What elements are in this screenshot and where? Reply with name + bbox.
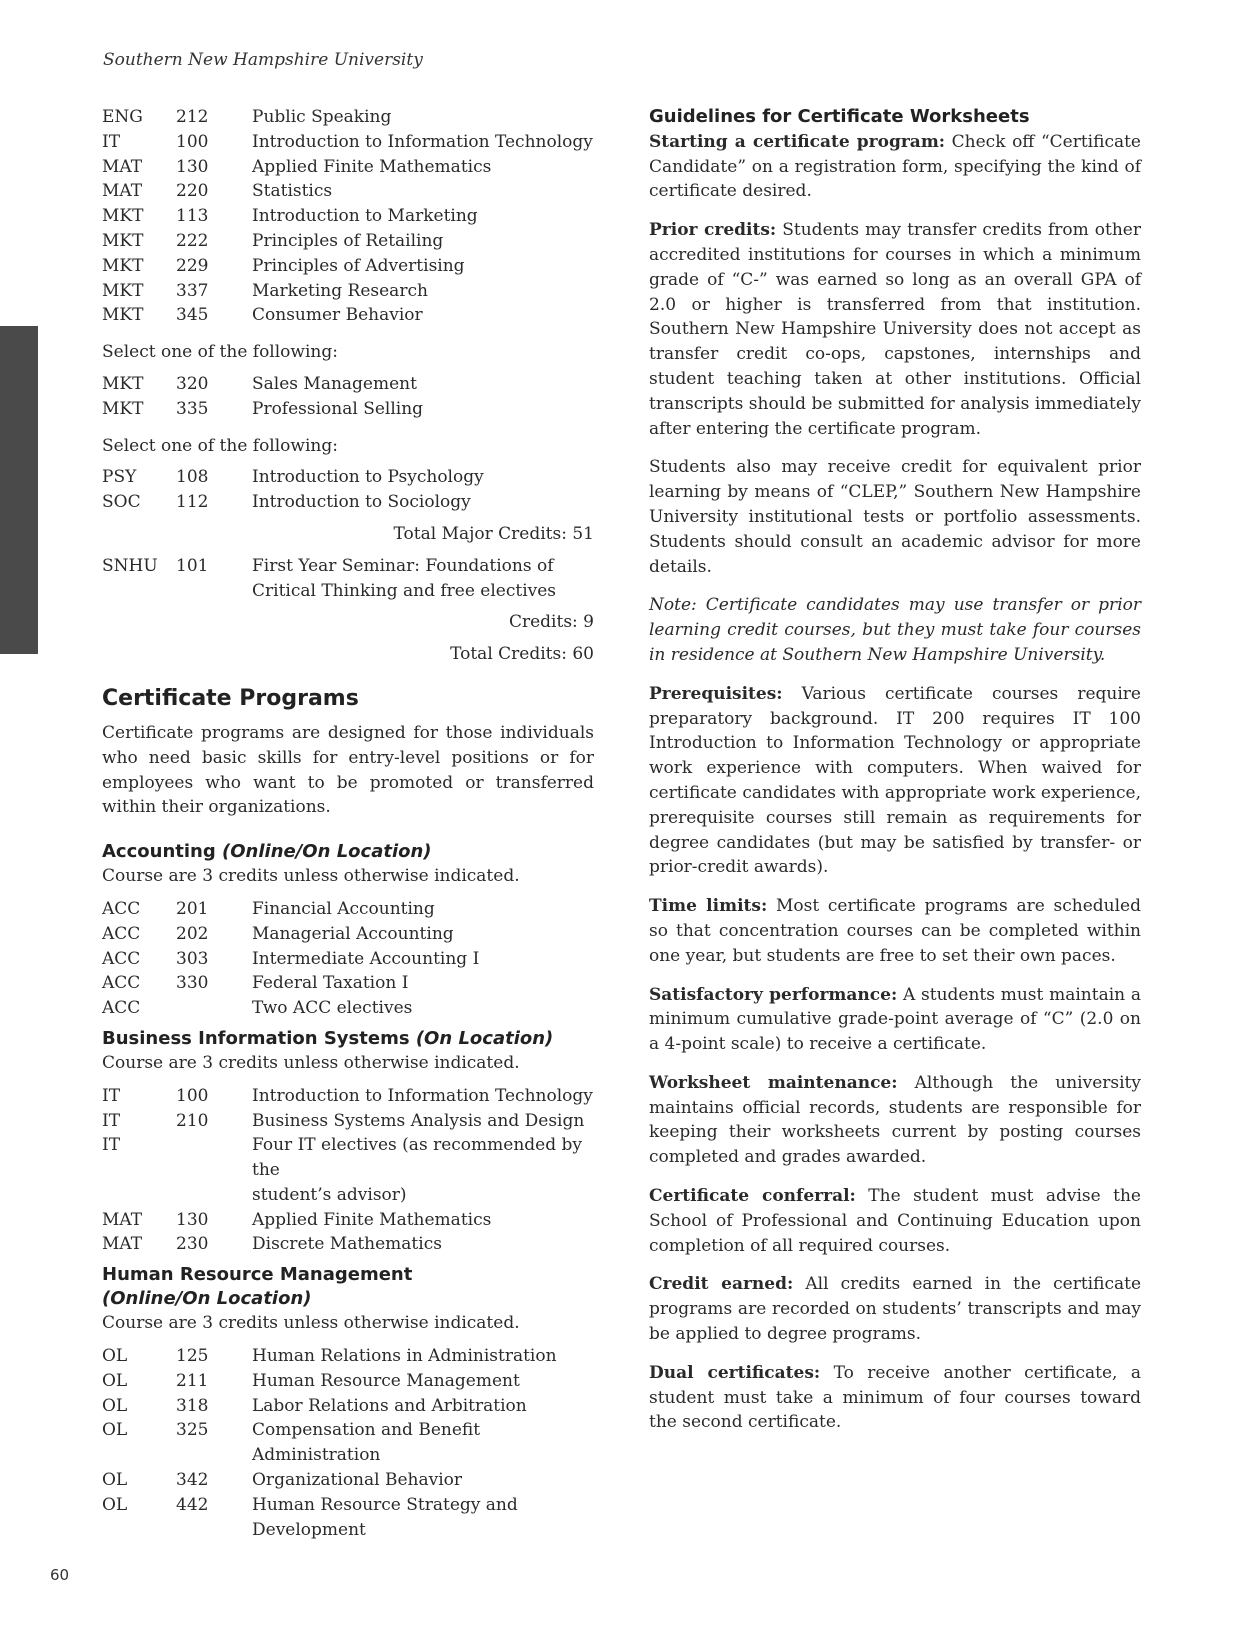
course-title: Managerial Accounting [252,923,454,944]
course-num: 202 [176,923,209,944]
course-row [102,897,594,922]
course-dept: SOC [102,492,141,513]
course-dept: ACC [102,973,141,994]
total-credits-line: Total Credits: 60 [450,644,594,665]
guideline-text: All credits earned in the certificate programs are recorded on students’ transcripts and may be applied to degree programs. [649,1274,1141,1345]
course-dept: ACC [102,898,141,919]
course-row [102,554,594,604]
course-title [252,1418,594,1468]
course-num: 211 [176,1370,209,1391]
course-row [102,1133,594,1207]
course-dept: MKT [102,230,144,251]
course-row [102,372,594,397]
course-title-line: Four IT electives (as recommended by the [252,1135,582,1181]
course-num [176,996,252,1021]
course-title: Introduction to Marketing [252,206,478,227]
course-row [102,971,594,996]
course-num: 442 [176,1494,209,1515]
course-dept: OL [102,1470,128,1491]
course-num: 335 [176,398,209,419]
guideline-dual-certificates [649,1361,1141,1435]
course-row [102,397,594,422]
guideline-text: Most certificate programs are scheduled so that concentration courses can be completed within one year, but students are free to set their own paces. [649,896,1141,966]
course-title-line: Compensation and Benefit [252,1420,481,1441]
course-num: 320 [176,373,209,394]
guidelines-heading: Guidelines for Certificate Worksheets [649,106,1030,127]
accounting-heading [102,840,594,864]
course-dept: ACC [102,923,141,944]
course-title-line: Administration [252,1445,381,1466]
course-title: Applied Finite Mathematics [252,1209,492,1230]
credits-note: Course are 3 credits unless otherwise indicated. [102,1052,520,1073]
course-num: 113 [176,206,209,227]
guideline-prior-learning [649,455,1141,579]
course-row [102,105,594,130]
course-dept: ACC [102,998,141,1019]
course-row [102,922,594,947]
guideline-residence-note [649,593,1141,667]
course-row [102,179,594,204]
course-title-line: Human Resource Strategy and [252,1494,518,1515]
course-row [102,1468,594,1493]
course-num: 112 [176,492,209,513]
course-row [102,1344,594,1369]
course-dept: OL [102,1346,128,1367]
credits-line: Credits: 9 [508,612,594,633]
guideline-label: Prior credits: [649,220,777,241]
course-num: 101 [176,555,209,576]
course-dept: ACC [102,948,141,969]
guideline-text: Students may transfer credits from other accredited institutions for courses in which a minimum grade of “C-” was earned so long as an overall GPA of 2.0 or higher is transferred from that institution. Southern New Hampshire University does not accept as transfer credit co-ops, capstones, internships and student teaching taken at other institutions. Official transcripts should be submitted for analysis immediately after entering the certificate program. [649,220,1141,439]
course-title: Applied Finite Mathematics [252,156,492,177]
course-dept: IT [102,1085,121,1106]
bis-heading [102,1027,594,1051]
course-num: 201 [176,898,209,919]
guideline-certificate-conferral [649,1184,1141,1258]
course-title: Financial Accounting [252,898,435,919]
credits-note: Course are 3 credits unless otherwise indicated. [102,1313,520,1334]
course-row [102,947,594,972]
select-one-note: Select one of the following: [102,342,338,363]
course-num: 303 [176,948,209,969]
course-title: Federal Taxation I [252,973,409,994]
course-num: 222 [176,230,209,251]
course-row [102,1208,594,1233]
course-title: Introduction to Information Technology [252,131,593,152]
course-row [102,465,594,490]
certificate-programs-heading: Certificate Programs [102,685,359,711]
course-num: 318 [176,1395,209,1416]
course-title: Human Resource Management [252,1370,520,1391]
running-head: Southern New Hampshire University [103,50,423,70]
course-row [102,1232,594,1257]
course-num: 229 [176,255,209,276]
course-title-line: Critical Thinking and free electives [252,580,557,601]
course-title: Human Relations in Administration [252,1346,557,1367]
course-dept: IT [102,1135,121,1156]
guideline-label: Credit earned: [649,1274,794,1295]
course-title [252,1133,594,1207]
course-num: 100 [176,131,209,152]
course-row [102,1418,594,1468]
course-num: 325 [176,1420,209,1441]
course-row [102,1369,594,1394]
course-dept: MKT [102,398,144,419]
course-num: 100 [176,1085,209,1106]
course-title: Statistics [252,181,333,202]
program-qualifier: (On Location) [415,1027,554,1049]
right-column [649,105,1141,1449]
course-dept: MAT [102,1209,143,1230]
course-row [102,1493,594,1543]
course-row [102,254,594,279]
guideline-text: Various certificate courses require preparatory background. IT 200 requires IT 100 Introduction to Information Technology or appropriate work experience with computers. When waived for certificate candidates with appropriate work experience, prerequisite courses still remain as requirements for degree candidates (but may be satisfied by transfer- or prior-credit awards). [649,683,1141,878]
course-row [102,1084,594,1109]
guideline-starting [649,130,1141,204]
course-title: Introduction to Information Technology [252,1085,593,1106]
guideline-text: To receive another certificate, a student must take a minimum of four courses toward the second certificate. [649,1362,1141,1433]
course-dept: IT [102,131,121,152]
course-num: 330 [176,973,209,994]
course-num: 130 [176,1209,209,1230]
course-dept: MKT [102,255,144,276]
guideline-credit-earned [649,1272,1141,1346]
course-title: Two ACC electives [252,998,413,1019]
guideline-text: Note: Certificate candidates may use transfer or prior learning credit courses, but they must take four courses in residence at Southern New Hampshire University. [649,595,1141,665]
course-dept: MAT [102,156,143,177]
course-row [102,155,594,180]
course-title [252,554,594,604]
guideline-text: A students must maintain a minimum cumulative grade-point average of “C” (2.0 on a 4-point scale) to receive a certificate. [649,984,1141,1055]
course-dept: IT [102,1110,121,1131]
guideline-satisfactory-performance [649,983,1141,1057]
guideline-label: Certificate conferral: [649,1186,856,1207]
credits-note: Course are 3 credits unless otherwise indicated. [102,866,520,887]
course-title: Introduction to Sociology [252,492,471,513]
course-num: 337 [176,280,209,301]
course-row [102,229,594,254]
course-dept: MAT [102,1234,143,1255]
course-dept: OL [102,1395,128,1416]
course-dept: ENG [102,107,143,127]
course-row [102,303,594,328]
major-course-list [102,105,594,328]
program-title: Accounting [102,841,216,863]
course-dept: OL [102,1494,128,1515]
total-major-credits: Total Major Credits: 51 [393,523,594,544]
guideline-prior-credits [649,218,1141,441]
course-title: Professional Selling [252,398,424,419]
course-dept: OL [102,1370,128,1391]
course-row [102,204,594,229]
course-dept: MAT [102,181,143,202]
program-title: Business Information Systems [102,1027,410,1049]
course-title-line: First Year Seminar: Foundations of [252,555,554,576]
section-tab-marker [0,326,38,654]
course-row [102,996,594,1021]
guideline-label: Starting a certificate program: [649,131,946,152]
guideline-label: Prerequisites: [649,683,783,704]
course-num: 230 [176,1234,209,1255]
page-number: 60 [50,1566,70,1584]
course-title: Principles of Retailing [252,230,444,251]
program-qualifier: (Online/On Location) [102,1288,312,1310]
program-title: Human Resource Management [102,1264,413,1286]
guideline-label: Time limits: [649,896,768,917]
course-dept: MKT [102,373,144,394]
guideline-text: Check off “Certificate Candidate” on a registration form, specifying the kind of certificate desired. [649,131,1141,202]
hrm-heading [102,1263,594,1311]
course-dept: MKT [102,305,144,326]
course-title: Discrete Mathematics [252,1234,442,1255]
course-num: 342 [176,1470,209,1491]
guideline-time-limits [649,894,1141,968]
guideline-label: Satisfactory performance: [649,984,898,1005]
course-num: 130 [176,156,209,177]
certificate-intro: Certificate programs are designed for those individuals who need basic skills for entry-level positions or for employees who want to be promoted or transferred within their organizations. [102,722,594,818]
course-num: 220 [176,181,209,202]
guideline-worksheet-maintenance [649,1071,1141,1170]
course-num [176,1133,252,1207]
select-one-note: Select one of the following: [102,435,338,456]
course-dept: OL [102,1420,128,1441]
course-num: 108 [176,467,209,488]
guideline-text: The student must advise the School of Professional and Continuing Education upon completion of all required courses. [649,1186,1141,1256]
course-title-line: Development [252,1519,366,1540]
course-title: Marketing Research [252,280,428,301]
course-row [102,1109,594,1134]
program-qualifier: (Online/On Location) [222,841,432,863]
course-dept: PSY [102,467,137,488]
course-dept: MKT [102,280,144,301]
guideline-label: Worksheet maintenance: [649,1072,898,1093]
left-column [102,105,594,1542]
course-title: Intermediate Accounting I [252,948,480,969]
course-title: Organizational Behavior [252,1470,463,1491]
course-row [102,279,594,304]
course-title-line: student’s advisor) [252,1184,407,1205]
course-num: 345 [176,305,209,326]
course-title: Principles of Advertising [252,255,465,276]
course-title: Public Speaking [252,107,392,127]
course-row [102,1394,594,1419]
guideline-prerequisites [649,682,1141,880]
course-num: 210 [176,1110,209,1131]
course-dept: MKT [102,206,144,227]
course-title: Labor Relations and Arbitration [252,1395,527,1416]
course-row [102,130,594,155]
guideline-text: Students also may receive credit for equivalent prior learning by means of “CLEP,” Southern New Hampshire University institutional tests or portfolio assessments. Students should consult an academic advisor for more details. [649,457,1141,577]
course-row [102,490,594,515]
course-num: 125 [176,1346,209,1367]
guideline-text: Although the university maintains official records, students are responsible for keeping their worksheets current by posting courses completed and grades awarded. [649,1072,1141,1168]
course-num: 212 [176,107,209,127]
guideline-label: Dual certificates: [649,1362,821,1383]
course-dept: SNHU [102,555,158,576]
course-title: Introduction to Psychology [252,467,484,488]
course-title [252,1493,594,1543]
course-title: Consumer Behavior [252,305,423,326]
course-title: Business Systems Analysis and Design [252,1110,585,1131]
course-title: Sales Management [252,373,417,394]
